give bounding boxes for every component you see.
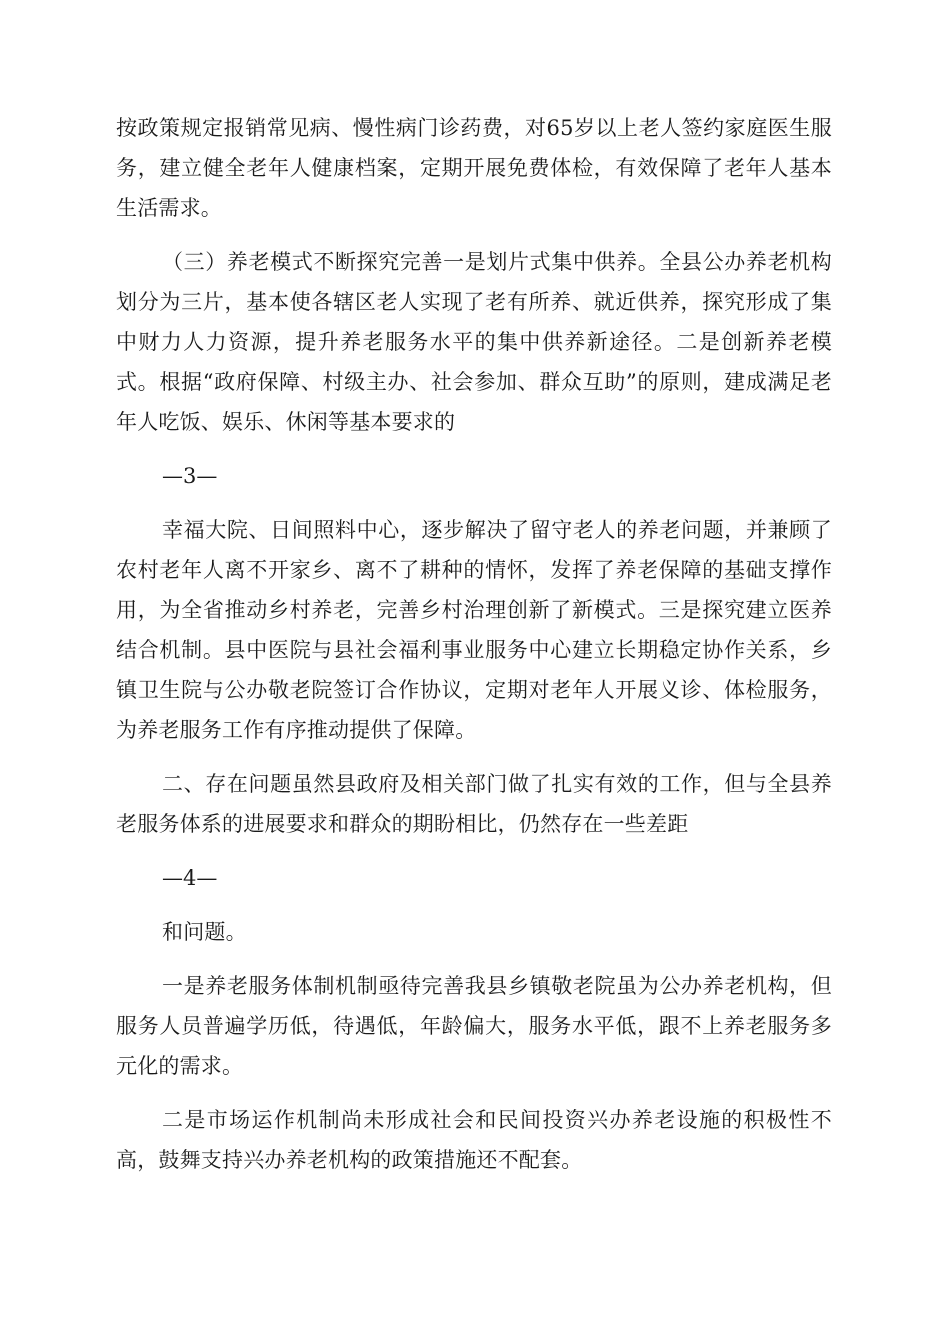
- paragraph-p6: 一是养老服务体制机制亟待完善我县乡镇敬老院虽为公办养老机构，但服务人员普遍学历低，待遇低，年龄偏大，服务水平低，跟不上养老服务多元化的需求。: [116, 974, 832, 1078]
- paragraph-p1: 按政策规定报销常见病、慢性病门诊药费，对65岁以上老人签约家庭医生服务，建立健全老年人健康档案，定期开展免费体检，有效保障了老年人基本生活需求。: [116, 116, 832, 220]
- document-page: [116, 108, 832, 1194]
- paragraph-p2: （三）养老模式不断探究完善一是划片式集中供养。全县公办养老机构划分为三片，基本使各辖区老人实现了老有所养、就近供养，探究形成了集中财力人力资源，提升养老服务水平的集中供养新途径。二是创新养老模式。根据“政府保障、村级主办、社会参加、群众互助”的原则，建成满足老年人吃饭、娱乐、休闲等基本要求的: [116, 250, 832, 434]
- paragraph-p5: 和问题。: [162, 920, 247, 944]
- page-number-3: —3—: [162, 464, 218, 488]
- paragraph-p4: 二、存在问题虽然县政府及相关部门做了扎实有效的工作，但与全县养老服务体系的进展要求和群众的期盼相比，仍然存在一些差距: [116, 772, 832, 836]
- paragraph-p3: 幸福大院、日间照料中心，逐步解决了留守老人的养老问题，并兼顾了农村老年人离不开家乡、离不了耕种的情怀，发挥了养老保障的基础支撑作用，为全省推动乡村养老，完善乡村治理创新了新模式。三是探究建立医养结合机制。县中医院与县社会福利事业服务中心建立长期稳定协作关系，乡镇卫生院与公办敬老院签订合作协议，定期对老年人开展义诊、体检服务，为养老服务工作有序推动提供了保障。: [116, 518, 832, 742]
- paragraph-p7: 二是市场运作机制尚未形成社会和民间投资兴办养老设施的积极性不高，鼓舞支持兴办养老机构的政策措施还不配套。: [116, 1108, 832, 1172]
- page-number-4: —4—: [162, 866, 218, 890]
